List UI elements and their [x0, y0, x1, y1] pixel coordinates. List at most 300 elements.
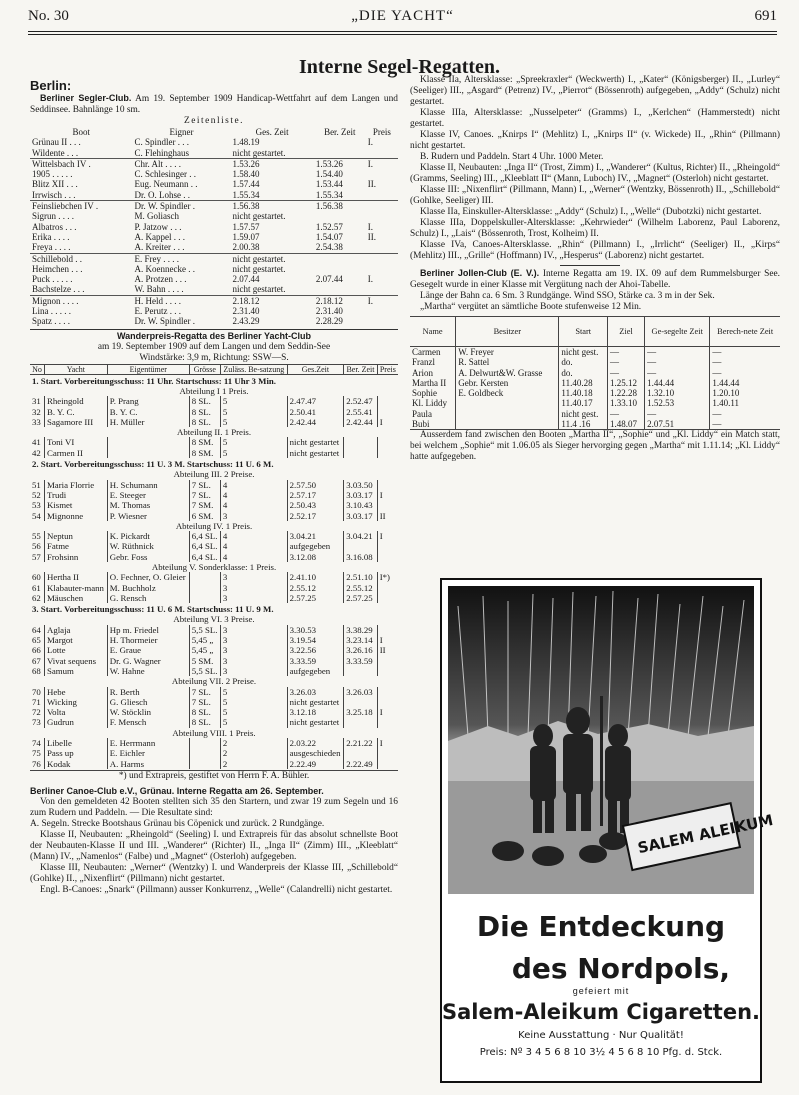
- table-row: [30, 583, 398, 593]
- table-cell: 3: [220, 666, 287, 676]
- table-cell: 61: [32, 582, 41, 593]
- table-cell: E. Perutz . . .: [134, 306, 181, 317]
- bjc-handicap: „Martha“ vergütet an sämtliche Boote stufenweise 12 Min.: [420, 302, 642, 312]
- table-cell: 3: [220, 656, 287, 666]
- bcc-klasse-iiia: Klasse IIIa, Altersklasse: „Nusselpeter“ (Gramms) I., „Kerlchen“ (Hammerstedt) nicht gestartet.: [410, 108, 780, 129]
- table-cell: I.: [367, 274, 374, 285]
- table-cell: 3: [220, 625, 287, 635]
- table-cell: [189, 593, 220, 603]
- bcc-rudern-ii: Klasse II, Neubauten: „Inga II“ (Trost, Zimm) I., „Wanderer“ (Kultus, Richter) II., „Rheingold“ (Gramms, Seeling) III., „Kleeblatt II“ (Mann, Luboch) IV., „Magnet“ (Osterloh) nicht gestartet.: [410, 163, 780, 184]
- table-cell: [377, 625, 398, 635]
- table-cell: A. Delwurt&W. Grasse: [456, 368, 559, 378]
- table-cell: nicht gestartet.: [232, 263, 286, 274]
- cigarette-advertisement: [440, 578, 775, 1083]
- table-cell: 2.51.10: [344, 572, 377, 582]
- table-cell: I.: [366, 158, 398, 169]
- table-cell: 2.55.12: [344, 583, 377, 593]
- table-cell: nicht gestartet: [287, 717, 344, 727]
- table-cell: 8 SL.: [189, 717, 220, 727]
- table-cell: 2.57.17: [287, 490, 344, 500]
- division-label: Abteilung V. Sonderklasse: 1 Preis.: [151, 561, 277, 572]
- byc-subtitle: am 19. September 1909 auf dem Langen und dem Seddin-See: [97, 341, 331, 352]
- column-header: Ges.Zeit: [287, 364, 344, 374]
- table-cell: I: [377, 707, 398, 717]
- table-cell: 3.03.17: [344, 490, 377, 500]
- table-cell: Aglaja: [44, 625, 107, 635]
- table-cell: 2.31.40: [315, 306, 343, 317]
- division-row: [30, 521, 398, 531]
- bsc-paragraph: [30, 93, 398, 116]
- table-cell: do.: [559, 357, 608, 367]
- table-cell: Trudi: [44, 490, 107, 500]
- table-cell: I: [377, 490, 398, 500]
- table-cell: [377, 396, 398, 406]
- table-cell: 7 SL.: [189, 490, 220, 500]
- table-cell: 3: [220, 572, 287, 582]
- table-cell: 7 SL.: [189, 480, 220, 490]
- table-cell: 5,5 SL.: [189, 666, 220, 676]
- table-cell: 52: [32, 489, 41, 500]
- table-cell: 4: [220, 531, 287, 541]
- table-cell: [314, 148, 366, 159]
- table-cell: 2.21.22: [344, 738, 377, 748]
- table-row: [30, 396, 398, 406]
- north-pole-illustration: [448, 586, 775, 894]
- table-row: [30, 448, 398, 458]
- crate-label: SALEM ALEIKUM: [636, 810, 775, 858]
- ad-prices: Preis: Nº 3 4 5 6 8 10 3½ 4 5 6 8 10 Pfg. d. Stck.: [479, 1047, 723, 1058]
- table-row: [410, 419, 780, 429]
- table-cell: [189, 759, 220, 769]
- table-cell: nicht gestartet.: [232, 211, 286, 222]
- table-row: [30, 572, 398, 582]
- division-label: Abteilung I 1 Preis.: [179, 385, 249, 396]
- left-column: [30, 80, 398, 1090]
- ad-slogan: Keine Ausstattung · Nur Qualität!: [518, 1030, 684, 1041]
- bcc-p5: Engl. B-Canoes: „Snark“ (Pillmann) ausser Konkurrenz, „Welle“ (Calandrelli) nicht gestartet.: [40, 884, 393, 895]
- column-header: Name: [410, 317, 456, 347]
- table-cell: [456, 409, 559, 419]
- table-cell: 60: [32, 572, 41, 583]
- table-cell: [344, 437, 377, 447]
- table-cell: 1.20.10: [710, 388, 780, 398]
- table-cell: Bachstelze . . .: [32, 284, 85, 295]
- table-cell: 31: [32, 396, 41, 407]
- table-cell: 3.30.53: [287, 625, 344, 635]
- table-cell: 64: [32, 624, 41, 635]
- table-cell: H. Held . . . .: [133, 295, 231, 306]
- table-cell: 2: [220, 759, 287, 769]
- table-cell: [107, 448, 189, 458]
- table-cell: 3.23.14: [344, 635, 377, 645]
- table-row: [30, 625, 398, 635]
- table-cell: 3.04.21: [344, 531, 377, 541]
- table-cell: I.: [366, 295, 398, 306]
- table-cell: F. Mensch: [107, 717, 189, 727]
- table-row: [30, 748, 398, 758]
- table-cell: 2.18.12: [314, 295, 366, 306]
- table-cell: Irrwisch . . .: [32, 189, 76, 200]
- table-cell: 1.52.57: [315, 221, 343, 232]
- table-cell: Dr. G. Wagner: [107, 656, 189, 666]
- bcc-klasse-iv: Klasse IV, Canoes. „Knirps I“ (Mehlitz) I., „Knirps II“ (v. Wickede) II., „Rhin“ (Pillmann) nicht gestartet.: [410, 130, 780, 151]
- table-cell: 75: [32, 748, 41, 759]
- table-cell: 1.58.40: [232, 169, 260, 180]
- table-cell: [377, 666, 398, 676]
- table-row: [30, 264, 398, 274]
- table-cell: [366, 242, 398, 253]
- column-header: Zuläss. Be-satzung: [220, 364, 287, 374]
- table-cell: 5: [220, 448, 287, 458]
- table-row: [30, 253, 398, 264]
- bcc-p1: Von den gemeldeten 42 Booten stellten sich 35 den Startern, und zwar 19 zum Segeln und 16 zum Rudern und Paddeln. — Die Resultate sind:: [30, 796, 398, 818]
- table-cell: 71: [32, 696, 41, 707]
- table-cell: Gebr. Kersten: [456, 378, 559, 388]
- table-cell: [377, 656, 398, 666]
- table-cell: 2.28.29: [315, 316, 343, 327]
- table-cell: 2.00.38: [232, 242, 260, 253]
- table-cell: 72: [32, 707, 41, 718]
- table-row: [410, 409, 780, 419]
- table-cell: 73: [32, 717, 41, 728]
- table-cell: Arion: [412, 367, 433, 378]
- table-row: [30, 201, 398, 212]
- table-cell: —: [710, 409, 780, 419]
- table-cell: 3.38.29: [344, 625, 377, 635]
- table-cell: —: [710, 347, 780, 358]
- table-cell: I*): [377, 572, 398, 582]
- table-cell: Puck . . . . .: [32, 274, 73, 285]
- column-header: Ber. Zeit: [344, 364, 377, 374]
- table-cell: Sagamore III: [44, 417, 107, 427]
- table-cell: A. Protzen . . .: [134, 274, 187, 285]
- table-cell: 1.56.38: [314, 201, 366, 212]
- table-cell: [344, 448, 377, 458]
- start-row: [30, 458, 398, 469]
- table-cell: P. Jatzow . . .: [134, 221, 182, 232]
- table-row: [30, 211, 398, 221]
- table-cell: [314, 284, 366, 295]
- table-cell: M. Goliasch: [134, 211, 179, 222]
- table-cell: [344, 666, 377, 676]
- table-cell: 67: [32, 655, 41, 666]
- division-row: [30, 427, 398, 437]
- table-cell: 41: [32, 437, 41, 448]
- table-cell: 1.59.07: [232, 231, 260, 242]
- division-row: [30, 386, 398, 396]
- table-row: [30, 407, 398, 417]
- table-cell: 2.55.41: [344, 407, 377, 417]
- table-cell: E. Eichler: [107, 748, 189, 758]
- table-cell: 3.10.43: [344, 500, 377, 510]
- table-cell: Carmen II: [44, 448, 107, 458]
- running-header: [28, 8, 777, 30]
- table-cell: 62: [32, 592, 41, 603]
- table-cell: Maria Florrie: [44, 480, 107, 490]
- table-cell: 2.55.12: [287, 583, 344, 593]
- table-row: [30, 306, 398, 316]
- table-cell: 56: [32, 541, 41, 552]
- table-row: [30, 687, 398, 697]
- ad-celebrated-with: gefeiert mit: [572, 986, 630, 996]
- table-row: [30, 717, 398, 727]
- table-cell: [189, 748, 220, 758]
- bcc-p2: A. Segeln. Strecke Bootshaus Grünau bis Cöpenick und zurück. 2 Rundgänge.: [30, 818, 325, 829]
- column-header: Yacht: [44, 364, 107, 374]
- table-cell: 2.07.44: [315, 274, 343, 285]
- bjc-match: Ausserdem fand zwischen den Booten „Martha II“, „Sophie“ und „Kl. Liddy“ ein Match statt, bei welchem „Sophie“ mit 1.06.05 als Sieger hervorging gegen „Martha“ mit 1.11.14; „Kl. Liddy“ hatte aufgegeben.: [410, 430, 780, 463]
- table-cell: [366, 306, 398, 316]
- table-row: [30, 316, 398, 326]
- table-cell: 1.55.34: [232, 189, 260, 200]
- column-header: Preis: [372, 127, 391, 137]
- table-cell: 1.33.10: [608, 398, 645, 408]
- table-cell: K. Pickardt: [107, 531, 189, 541]
- table-cell: 2.42.44: [344, 417, 377, 427]
- table-cell: G. Gliesch: [107, 697, 189, 707]
- division-label: Abteilung VIII. 1 Preis.: [172, 727, 256, 738]
- table-cell: 3.04.21: [287, 531, 344, 541]
- table-cell: [366, 264, 398, 274]
- table-cell: 11.40.17: [559, 398, 608, 408]
- table-row: [30, 500, 398, 510]
- column-header: Berech-nete Zeit: [710, 317, 780, 347]
- table-cell: II: [377, 511, 398, 521]
- table-row: [30, 635, 398, 645]
- table-cell: Lina . . . . .: [32, 306, 71, 317]
- table-cell: —: [645, 347, 710, 358]
- table-cell: [377, 593, 398, 603]
- table-row: [30, 437, 398, 447]
- table-cell: 7 SL.: [189, 697, 220, 707]
- table-cell: —: [608, 409, 645, 419]
- table-row: [30, 179, 398, 189]
- table-cell: Libelle: [44, 738, 107, 748]
- table-row: [30, 295, 398, 306]
- table-cell: 8 SL.: [189, 707, 220, 717]
- table-cell: H. Schumann: [107, 480, 189, 490]
- table-cell: A. Kreiter . . .: [134, 242, 185, 253]
- column-header: Besitzer: [456, 317, 559, 347]
- table-cell: 6,4 SL.: [189, 541, 220, 551]
- bcc-p3: Klasse II, Neubauten: „Rheingold“ (Seeling) I. und Extrapreis für das absolut schnellste Boot der Neubauten-Klasse II und III. „Wanderer“ (Richter) II., „Inga II“ (Zimm) III., „Kleeblatt“ (Mann) IV., „Namenlos“ (Falbe) und „Magnet“ (Osterloh) aufgegeben.: [30, 829, 398, 862]
- issue-number: No. 30: [28, 8, 69, 24]
- table-cell: [377, 500, 398, 510]
- table-cell: 3.33.59: [287, 656, 344, 666]
- table-cell: I: [377, 738, 398, 748]
- table-cell: 3: [220, 635, 287, 645]
- table-cell: E. Goldbeck: [456, 388, 559, 398]
- start-label: 2. Start. Vorbereitungsschuss: 11 U. 3 M. Startschuss: 11 U. 6 M.: [32, 459, 274, 470]
- table-cell: 70: [32, 686, 41, 697]
- table-row: [30, 490, 398, 500]
- table-row: [410, 388, 780, 398]
- table-cell: —: [710, 368, 780, 378]
- column-header: No: [30, 364, 44, 374]
- table-cell: II.: [367, 231, 377, 242]
- table-cell: 6,4 SL.: [189, 531, 220, 541]
- table-cell: Hertha II: [44, 572, 107, 582]
- table-cell: R. Sattel: [456, 357, 559, 367]
- table-cell: W. Hahne: [107, 666, 189, 676]
- byc-wind: Windstärke: 3,9 m, Richtung: SSW—S.: [139, 352, 289, 363]
- table-cell: —: [608, 368, 645, 378]
- table-cell: 54: [32, 510, 41, 521]
- column-header: Ge-segelte Zeit: [645, 317, 710, 347]
- table-row: [30, 417, 398, 427]
- table-cell: aufgegeben: [287, 666, 344, 676]
- table-cell: Albatros . . .: [32, 221, 77, 232]
- division-row: [30, 676, 398, 686]
- table-cell: 32: [32, 406, 41, 417]
- bsc-results-table: [30, 127, 398, 327]
- table-cell: Rheingold: [44, 396, 107, 406]
- table-cell: 2.22.49: [287, 759, 344, 769]
- table-cell: 1.54.40: [315, 169, 343, 180]
- table-cell: 3.26.03: [287, 687, 344, 697]
- table-cell: aufgegeben: [287, 541, 344, 551]
- table-cell: 5: [220, 417, 287, 427]
- table-cell: C. Spindler . . .: [134, 137, 190, 148]
- table-cell: Eug. Neumann . .: [134, 179, 198, 190]
- table-cell: 1.48.07: [608, 419, 645, 429]
- table-cell: O. Fechner, O. Gleier: [107, 572, 189, 582]
- table-cell: 2.54.38: [315, 242, 343, 253]
- bjc-results-table: [410, 316, 780, 429]
- table-row: [30, 738, 398, 748]
- table-cell: 4: [220, 552, 287, 562]
- table-cell: —: [710, 357, 780, 367]
- table-cell: B. Y. C.: [107, 407, 189, 417]
- table-cell: 2.52.47: [344, 396, 377, 406]
- table-cell: 8 SL.: [189, 396, 220, 406]
- table-cell: 11.4 .16: [559, 419, 608, 429]
- table-cell: Freya . . . .: [32, 242, 71, 253]
- table-cell: 3: [220, 593, 287, 603]
- table-cell: 3.26.03: [344, 687, 377, 697]
- table-cell: 2.07.51: [645, 419, 710, 429]
- table-cell: 1.48.19: [232, 137, 260, 148]
- table-cell: 1.53.26: [314, 158, 366, 169]
- table-cell: 66: [32, 645, 41, 656]
- table-cell: [377, 407, 398, 417]
- table-cell: 3.25.18: [344, 707, 377, 717]
- column-header: Boot: [72, 127, 90, 137]
- table-cell: 3.03.50: [344, 480, 377, 490]
- table-cell: 4: [220, 490, 287, 500]
- column-header: Grösse: [189, 364, 220, 374]
- table-row: [30, 137, 398, 147]
- bcc-p4: Klasse III, Neubauten: „Werner“ (Wentzky) I. und Wanderpreis der Klasse III, „Schillebold“ (Gohlke) II., „Nixenflirt“ (Pillmann) nicht gestartet.: [30, 862, 398, 884]
- table-cell: —: [645, 368, 710, 378]
- table-cell: Carmen: [412, 347, 441, 357]
- table-cell: 76: [32, 758, 41, 769]
- table-cell: Blitz XII . . .: [32, 179, 78, 190]
- table-cell: Spatz . . . .: [32, 316, 70, 327]
- table-row: [30, 190, 398, 201]
- table-cell: Martha II: [412, 377, 447, 388]
- table-cell: 4: [220, 500, 287, 510]
- table-cell: 2.43.29: [232, 316, 260, 327]
- table-cell: —: [608, 357, 645, 367]
- table-cell: Dr. W. Spindler .: [133, 201, 231, 212]
- table-cell: 1.53.26: [231, 158, 314, 169]
- bjc-text: Interne Regatta am 19. IX. 09 auf dem Rummelsburger See. Gesegelt wurde in einer Klasse mit Vergütung nach der Ahoi-Tabelle.: [410, 269, 780, 290]
- table-cell: 5: [220, 407, 287, 417]
- table-row: [30, 242, 398, 253]
- table-cell: 2: [220, 738, 287, 748]
- table-cell: 8 SL.: [189, 407, 220, 417]
- table-cell: II: [377, 645, 398, 655]
- bjc-course: Länge der Bahn ca. 6 Sm. 3 Rundgänge. Wind SSO, Stärke ca. 3 m in der Sek.: [420, 291, 715, 301]
- table-cell: 3.19.54: [287, 635, 344, 645]
- table-cell: 74: [32, 738, 41, 749]
- table-cell: Mäuschen: [44, 593, 107, 603]
- table-cell: 3.16.08: [344, 552, 377, 562]
- bcc-klasse-iia: Klasse IIa, Altersklasse: „Spreekraxler“ (Weckwerth) I., „Kater“ (Königsberger) II., „Lurley“ (Seeliger) III., „Asgard“ (Petrenz) IV., „Pierrot“ (Bössenroth) aufgegeben, „Addy“ (Schulz) nicht gestartet.: [410, 75, 780, 107]
- table-cell: A. Kappel . . .: [134, 231, 185, 242]
- table-cell: [107, 437, 189, 447]
- table-cell: 8 SL.: [189, 417, 220, 427]
- column-header: Start: [559, 317, 608, 347]
- table-cell: 8 SM.: [189, 437, 220, 447]
- bjc-paragraph: [410, 268, 780, 291]
- column-header: Ges. Zeit: [255, 127, 289, 137]
- table-cell: 1.53.44: [315, 179, 343, 190]
- table-cell: 55: [32, 531, 41, 542]
- table-cell: Grünau II . . .: [32, 137, 81, 148]
- table-cell: 3.33.59: [344, 656, 377, 666]
- table-cell: [377, 748, 398, 758]
- table-cell: I: [377, 417, 398, 427]
- table-cell: Klabauter-mann: [44, 583, 107, 593]
- table-cell: 42: [32, 447, 41, 458]
- table-row: [30, 274, 398, 284]
- division-row: [30, 469, 398, 479]
- table-cell: 5: [220, 717, 287, 727]
- table-cell: G. Rensch: [107, 593, 189, 603]
- expedition-scene-image: [448, 586, 775, 894]
- table-cell: Lotte: [44, 645, 107, 655]
- table-cell: I.: [367, 221, 374, 232]
- table-cell: W. Stöcklin: [107, 707, 189, 717]
- table-cell: 1.44.44: [710, 378, 780, 388]
- table-cell: [377, 697, 398, 707]
- table-cell: 1.55.34: [315, 189, 343, 200]
- table-cell: 2.22.49: [344, 759, 377, 769]
- header-rule: [28, 31, 777, 32]
- table-cell: Chr. Alt . . . .: [133, 158, 231, 169]
- table-row: [30, 697, 398, 707]
- table-cell: [377, 759, 398, 769]
- right-column: [410, 75, 780, 463]
- table-cell: II.: [367, 179, 377, 190]
- table-cell: A. Koennecke . .: [134, 263, 195, 274]
- division-label: Abteilung VI. 3 Preise.: [173, 614, 255, 625]
- table-cell: 1.44.44: [645, 378, 710, 388]
- table-cell: W. Rüthnick: [107, 541, 189, 551]
- table-cell: 3: [220, 645, 287, 655]
- table-cell: 6,4 SL.: [189, 552, 220, 562]
- table-cell: 2.18.12: [231, 295, 314, 306]
- table-row: [30, 656, 398, 666]
- table-cell: nicht gestartet.: [232, 284, 286, 295]
- table-cell: 1905 . . . . .: [32, 169, 73, 180]
- table-cell: I.: [367, 137, 374, 148]
- table-cell: [344, 717, 377, 727]
- table-cell: 3.22.56: [287, 645, 344, 655]
- table-cell: Toni VI: [44, 437, 107, 447]
